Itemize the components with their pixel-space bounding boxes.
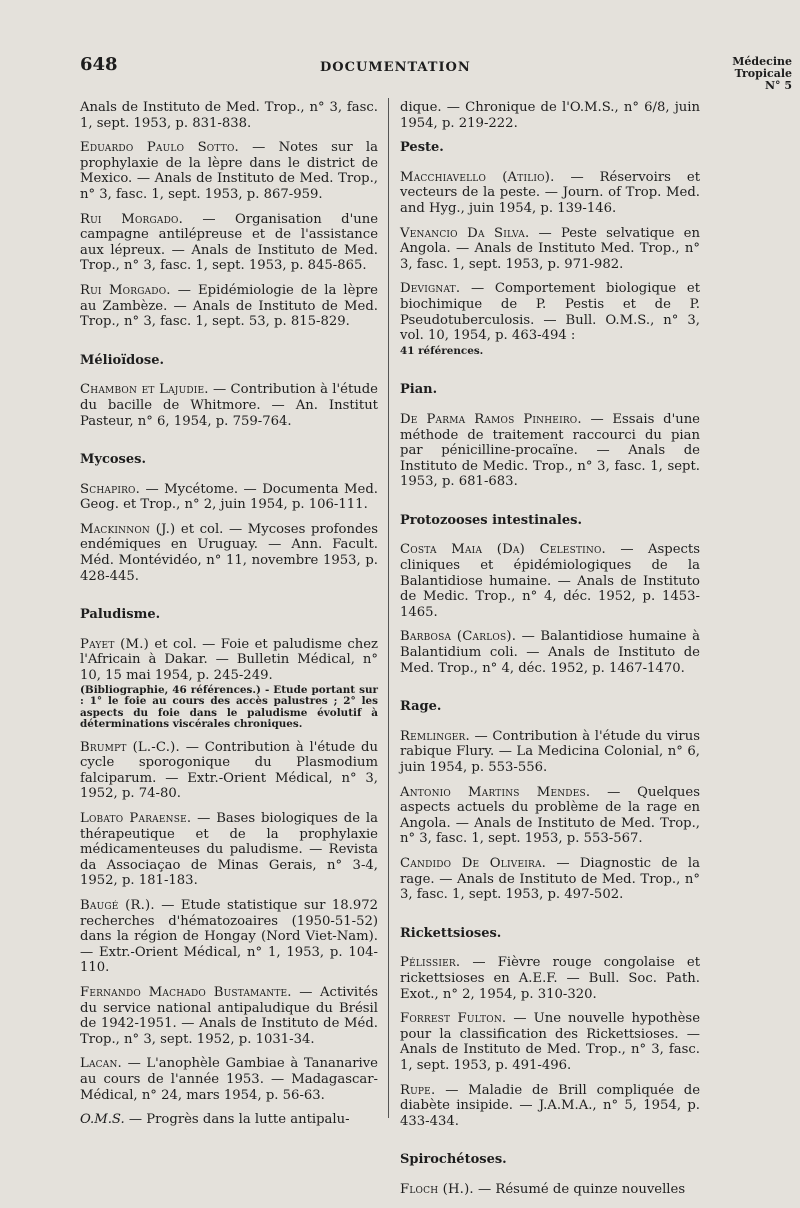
journal-tag-line: Tropicale — [734, 67, 792, 80]
citation-author: Rui Morgado. — [80, 211, 184, 227]
citation-author: Payet (M.) — [80, 636, 149, 652]
citation-author: Costa Maia (Da) Celestino. — [400, 542, 606, 558]
citation — [80, 382, 378, 429]
citation-author: Baugé (R.). — [80, 897, 155, 913]
citation — [80, 985, 378, 1047]
section-heading: Spirochétoses. — [400, 1152, 507, 1168]
citation — [400, 1083, 700, 1130]
citation-text: — Essais d'une méthode de traitement raccourci du pian par pénicilline-procaïne. — Anals de Instituto de Medic. Trop., n° 3, fasc. 1, sept. 1953, p. 681-683. — [400, 411, 700, 490]
citation-text: — Progrès dans la lutte antipalu- — [124, 1112, 350, 1128]
citation — [80, 522, 378, 584]
citation-author: Fernando Machado Bustamante. — [80, 984, 292, 1000]
citation-author: Candido De Oliveira. — [400, 855, 547, 871]
citation — [80, 482, 378, 513]
citation-author: Brumpt (L.-C.). — [80, 739, 180, 755]
section-heading: Mélioïdose. — [80, 352, 165, 368]
journal-tag-line: N° 5 — [764, 79, 792, 92]
journal-tag-line: Médecine — [732, 55, 792, 68]
citation-text: — Résumé de quinze nouvelles — [473, 1181, 686, 1197]
citation-text: — Contribution à l'étude du bacille de Whitmore. — An. Institut Pasteur, n° 6, 1954, p. 759-764. — [80, 382, 378, 429]
citation-author: Lacan. — [80, 1056, 122, 1072]
citation — [80, 283, 378, 330]
section-heading: Mycoses. — [80, 452, 146, 468]
citation — [400, 281, 700, 359]
citation-text: — Contribution à l'étude du virus rabique Flury. — La Medicina Colonial, n° 6, juin 1954, p. 553-556. — [400, 728, 700, 775]
citation-text: et col. — Mycoses profondes endémiques en Uruguay. — Ann. Facult. Méd. Montévidéo, n° 11, novembre 1953, p. 428-445. — [80, 521, 378, 584]
citation-author: Lobato Paraense. — [80, 811, 192, 826]
citation — [80, 811, 378, 889]
running-title: DOCUMENTATION — [320, 60, 471, 75]
citation-text: — Réservoirs et vecteurs de la peste. — Journ. of Trop. Med. and Hyg., juin 1954, p. 139-146. — [400, 169, 700, 216]
citation-text: — Quelques aspects actuels du problème de la rage en Angola. — Anals de Instituto de Med. Trop., n° 3, fasc. 1, sept. 1953, p. 553-567. — [400, 784, 700, 847]
citation-note: (Bibliographie, 46 références.) - Etude portant sur : 1° le foie au cours des accès palustres ; 2° les aspects du foie dans le paludisme évolutif à déterminations viscérales chroniques. — [80, 683, 378, 731]
citation-text: — Bases biologiques de la thérapeutique et de la prophylaxie médicamenteuses du paludisme. — Revista da Associaçao de Minas Gerais, n° 3-4, 1952, p. 181-183. — [80, 811, 378, 889]
citation-author: Remlinger. — [400, 728, 470, 744]
citation-continued: dique. — Chronique de l'O.M.S., n° 6/8, juin 1954, p. 219-222. — [400, 100, 700, 131]
section-heading: Rage. — [400, 699, 442, 715]
section-heading: Rickettsioses. — [400, 925, 502, 941]
citation-text: — Balantidiose humaine à Balantidium coli. — Anals de Instituto de Med. Trop., n° 4, déc. 1952, p. 1467-1470. — [400, 629, 700, 676]
citation-author: Chambon et Lajudie. — [80, 382, 209, 398]
citation-text: — Organisation d'une campagne antilépreuse et de l'assistance aux lépreux. — Anals de Instituto de Med. Trop., n° 3, fasc. 1, sept. 1953, p. 845-865. — [80, 211, 378, 274]
citation — [400, 729, 700, 776]
citation — [400, 955, 700, 1002]
citation-text: — Contribution à l'étude du cycle sporogonique du Plasmodium falciparum. — Extr.-Orient Médical, n° 3, 1952, p. 74-80. — [80, 739, 378, 802]
citation — [400, 629, 700, 676]
citation-author: Barbosa (Carlos). — [400, 629, 517, 645]
citation-text: — Une nouvelle hypothèse pour la classification des Rickettsioses. — Anals de Instituto de Med. Trop., n° 3, fasc. 1, sept. 1953, p. 491-496. — [400, 1011, 701, 1073]
citation — [400, 412, 700, 490]
citation-author: Floch (H.). — [400, 1181, 474, 1197]
right-column — [400, 100, 700, 1206]
citation-continued: Anals de Instituto de Med. Trop., n° 3, fasc. 1, sept. 1953, p. 831-838. — [80, 100, 378, 131]
citation-text: — Peste selvatique en Angola. — Anals de Instituto Med. Trop., n° 3, fasc. 1, sept. 1953, p. 971-982. — [400, 225, 700, 272]
citation-text: — Maladie de Brill compliquée de diabète insipide. — J.A.M.A., n° 5, 1954, p. 433-434. — [400, 1082, 700, 1129]
citation-author: Mackinnon (J.) — [80, 521, 176, 537]
citation — [400, 856, 700, 903]
citation-text: — Activités du service national antipaludique du Brésil de 1942-1951. — Anals de Instituto de Méd. Trop., n° 3, sept. 1952, p. 1031-34. — [80, 984, 378, 1047]
citation-author: De Parma Ramos Pinheiro. — [400, 411, 582, 427]
citation-author: Rupe. — [400, 1082, 436, 1098]
citation — [400, 170, 700, 217]
journal-tag — [732, 56, 792, 92]
section-heading: Paludisme. — [80, 607, 161, 623]
left-column — [80, 100, 378, 1137]
citation-text: et col. — Foie et paludisme chez l'Africain à Dakar. — Bulletin Médical, n° 10, 15 mai 1954, p. 245-249. — [80, 636, 379, 684]
citation — [80, 898, 378, 976]
citation-text: — Mycétome. — Documenta Med. Geog. et Trop., n° 2, juin 1954, p. 106-111. — [80, 481, 378, 513]
citation-text: — Aspects cliniques et épidémiologiques de la Balantidiose humaine. — Anals de Instituto de Medic. Trop., n° 4, déc. 1952, p. 1453-1465. — [400, 542, 701, 620]
citation-author: Eduardo Paulo Sotto. — [80, 140, 239, 156]
section-heading: Protozooses intestinales. — [400, 512, 582, 528]
citation-author: Devignat. — [400, 281, 461, 297]
citation-text: — Fièvre rouge congolaise et rickettsioses en A.E.F. — Bull. Soc. Path. Exot., n° 2, 1954, p. 310-320. — [400, 955, 700, 1002]
citation-author: Forrest Fulton. — [400, 1011, 507, 1027]
citation-text: — Etude statistique sur 18.972 recherches d'hématozoaires (1950-51-52) dans la région de Hongay (Nord Viet-Nam). — Extr.-Orient Médical, n° 1, 1953, p. 104-110. — [80, 897, 378, 976]
citation — [400, 1011, 700, 1073]
citation-text: — Diagnostic de la rage. — Anals de Instituto de Med. Trop., n° 3, fasc. 1, sept. 1953, p. 497-502. — [400, 855, 701, 903]
citation — [80, 1112, 378, 1128]
citation-text: — L'anophèle Gambiae à Tananarive au cours de l'année 1953. — Madagascar-Médical, n° 24, mars 1954, p. 56-63. — [80, 1056, 378, 1103]
citation — [400, 1182, 700, 1198]
citation-text: — Comportement biologique et biochimique de P. Pestis et de P. Pseudotuberculosis. — Bull. O.M.S., n° 3, vol. 10, 1954, p. 463-494 : — [400, 281, 700, 344]
citation-author: Venancio Da Silva. — [400, 225, 530, 241]
citation-author: Macchiavello (Atilio). — [400, 169, 555, 185]
citation — [400, 542, 700, 620]
citation-author: Antonio Martins Mendes. — [400, 784, 591, 800]
citation — [80, 140, 378, 202]
citation-text: — Epidémiologie de la lèpre au Zambèze. — Anals de Instituto de Med. Trop., n° 3, fasc. 1, sept. 53, p. 815-829. — [80, 282, 378, 330]
page-header — [0, 0, 800, 90]
column-divider — [388, 98, 389, 1118]
citation — [400, 785, 700, 847]
section-heading: Peste. — [400, 140, 444, 156]
citation-author: Schapiro. — [80, 481, 141, 497]
citation — [80, 637, 378, 731]
citation — [400, 226, 700, 273]
citation — [80, 1056, 378, 1103]
page-number: 648 — [80, 54, 118, 75]
citation-text: — Notes sur la prophylaxie de la lèpre dans le district de Mexico. — Anals de Instituto de Med. Trop., n° 3, fasc. 1, sept. 1953, p. 867-959. — [80, 140, 379, 202]
citation-author: Pélissier. — [400, 955, 461, 971]
citation-author: Rui Morgado. — [80, 282, 171, 298]
section-heading: Pian. — [400, 382, 438, 398]
citation — [80, 212, 378, 274]
citation-note: 41 références. — [400, 344, 484, 357]
citation — [80, 740, 378, 802]
citation-author: O.M.S. — [80, 1112, 125, 1128]
